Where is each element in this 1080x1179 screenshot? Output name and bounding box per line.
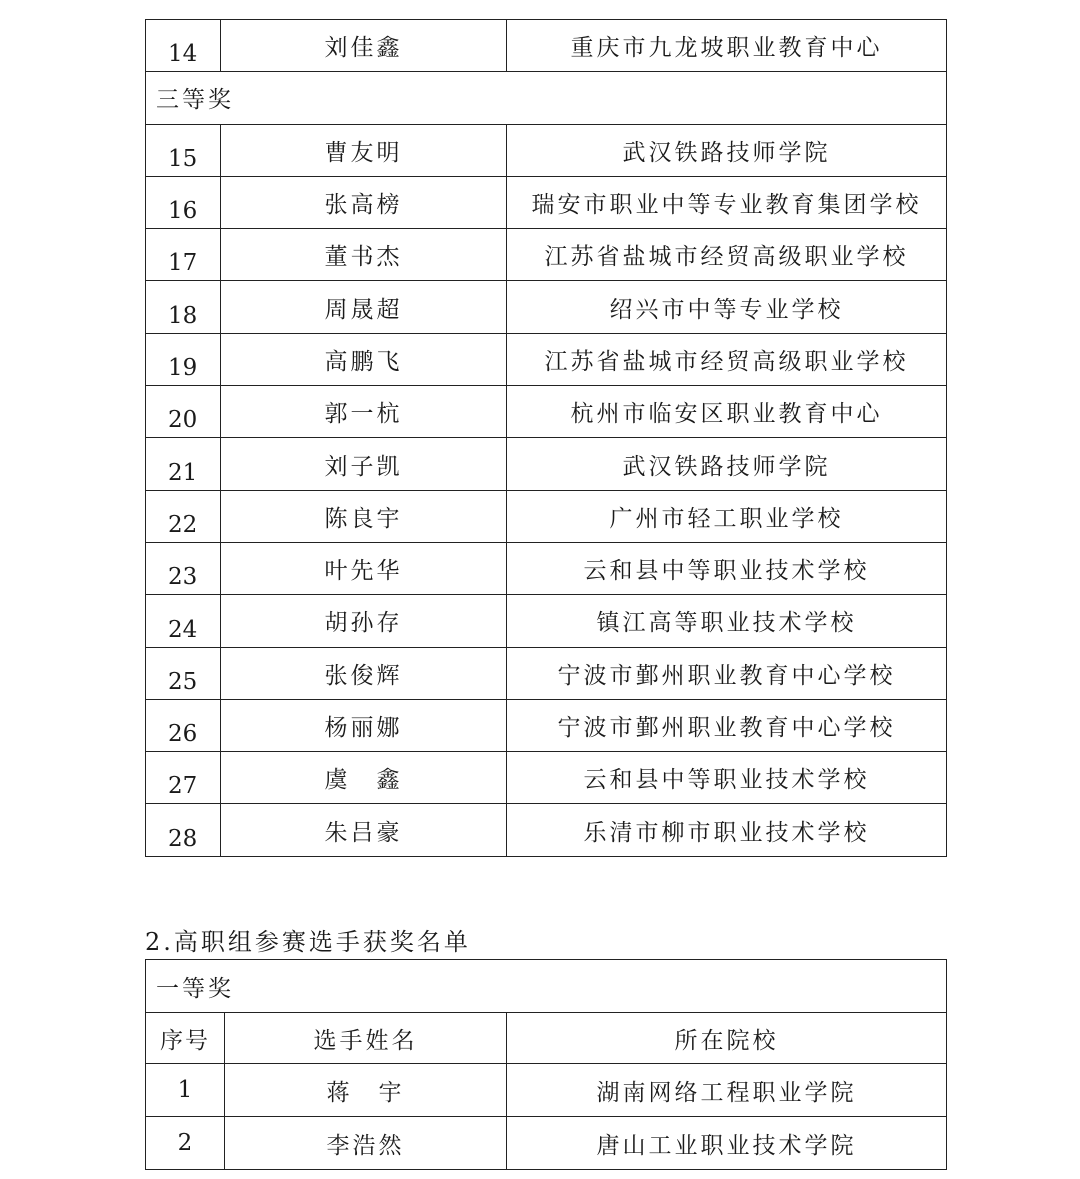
award-table-higher-vocational	[145, 959, 947, 1170]
school-name: 宁波市鄞州职业教育中心学校	[507, 647, 947, 699]
row-number: 14	[146, 20, 221, 72]
row-number: 23	[146, 542, 221, 594]
table-row	[146, 542, 947, 594]
contestant-name: 虞 鑫	[221, 752, 507, 804]
row-number: 25	[146, 647, 221, 699]
row-number: 19	[146, 333, 221, 385]
table-row	[146, 281, 947, 333]
table-row	[146, 20, 947, 72]
section-row	[146, 960, 947, 1013]
row-number: 1	[146, 1064, 225, 1117]
school-name: 武汉铁路技师学院	[507, 438, 947, 490]
contestant-name: 杨丽娜	[221, 699, 507, 751]
contestant-name: 张俊辉	[221, 647, 507, 699]
table-row	[146, 229, 947, 281]
table-row	[146, 124, 947, 176]
table-row	[146, 647, 947, 699]
table-row	[146, 804, 947, 856]
row-number: 28	[146, 804, 221, 856]
school-name: 绍兴市中等专业学校	[507, 281, 947, 333]
section-row	[146, 72, 947, 124]
table-row	[146, 333, 947, 385]
row-number: 20	[146, 386, 221, 438]
table-row	[146, 176, 947, 228]
row-number: 26	[146, 699, 221, 751]
contestant-name: 胡孙存	[221, 595, 507, 647]
table-row	[146, 699, 947, 751]
contestant-name: 蒋 宇	[225, 1064, 507, 1117]
contestant-name: 董书杰	[221, 229, 507, 281]
school-name: 云和县中等职业技术学校	[507, 542, 947, 594]
row-number: 16	[146, 176, 221, 228]
header-row	[146, 1013, 947, 1064]
row-number: 18	[146, 281, 221, 333]
table-row	[146, 438, 947, 490]
contestant-name: 曹友明	[221, 124, 507, 176]
header-number: 序号	[146, 1013, 225, 1064]
row-number: 21	[146, 438, 221, 490]
school-name: 杭州市临安区职业教育中心	[507, 386, 947, 438]
contestant-name: 叶先华	[221, 542, 507, 594]
table-row	[146, 490, 947, 542]
school-name: 武汉铁路技师学院	[507, 124, 947, 176]
header-school: 所在院校	[507, 1013, 947, 1064]
award-table-secondary	[145, 19, 947, 857]
contestant-name: 周晟超	[221, 281, 507, 333]
contestant-name: 高鹏飞	[221, 333, 507, 385]
row-number: 2	[146, 1117, 225, 1170]
school-name: 唐山工业职业技术学院	[507, 1117, 947, 1170]
school-name: 宁波市鄞州职业教育中心学校	[507, 699, 947, 751]
table-row	[146, 595, 947, 647]
row-number: 27	[146, 752, 221, 804]
contestant-name: 陈良宇	[221, 490, 507, 542]
header-contestant-name: 选手姓名	[225, 1013, 507, 1064]
school-name: 镇江高等职业技术学校	[507, 595, 947, 647]
row-number: 22	[146, 490, 221, 542]
school-name: 乐清市柳市职业技术学校	[507, 804, 947, 856]
section-title-first-prize: 一等奖	[146, 960, 947, 1013]
contestant-name: 朱吕豪	[221, 804, 507, 856]
contestant-name: 郭一杭	[221, 386, 507, 438]
table-row	[146, 386, 947, 438]
school-name: 广州市轻工职业学校	[507, 490, 947, 542]
table-row	[146, 1117, 947, 1170]
contestant-name: 刘佳鑫	[221, 20, 507, 72]
section-subtitle: 2.高职组参赛选手获奖名单	[145, 928, 471, 956]
section-title-third-prize: 三等奖	[146, 72, 947, 124]
school-name: 重庆市九龙坡职业教育中心	[507, 20, 947, 72]
school-name: 江苏省盐城市经贸高级职业学校	[507, 229, 947, 281]
table-row	[146, 1064, 947, 1117]
school-name: 湖南网络工程职业学院	[507, 1064, 947, 1117]
table-row	[146, 752, 947, 804]
row-number: 17	[146, 229, 221, 281]
contestant-name: 李浩然	[225, 1117, 507, 1170]
row-number: 15	[146, 124, 221, 176]
contestant-name: 刘子凯	[221, 438, 507, 490]
school-name: 江苏省盐城市经贸高级职业学校	[507, 333, 947, 385]
school-name: 瑞安市职业中等专业教育集团学校	[507, 176, 947, 228]
contestant-name: 张高榜	[221, 176, 507, 228]
row-number: 24	[146, 595, 221, 647]
school-name: 云和县中等职业技术学校	[507, 752, 947, 804]
